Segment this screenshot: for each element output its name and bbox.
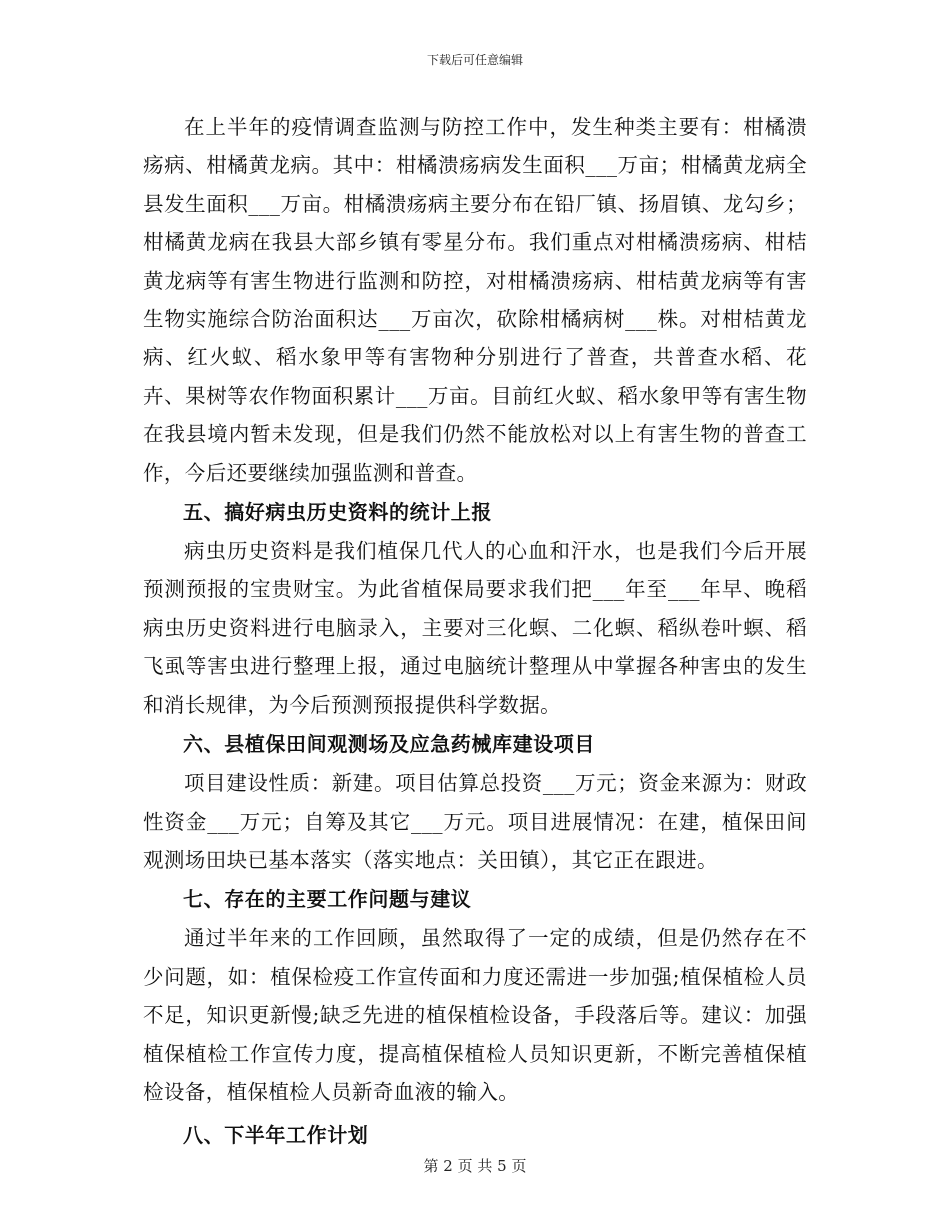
section-heading-8: 八、下半年工作计划 [183,1123,369,1148]
paragraph-problems-suggestions: 通过半年来的工作回顾，虽然取得了一定的成绩，但是仍然存在不少问题，如：植保检疫工作宣传面和力度还需进一步加强;植保植检人员不足，知识更新慢;缺乏先进的植保植检设备，手段落后等。建议：加强植保植检工作宣传力度，提高植保植检人员知识更新，不断完善植保植检设备，植保植检人员新奇血液的输入。 [143,926,807,1104]
page-header-note: 下载后可任意编辑 [426,53,523,67]
section-heading-6: 六、县植保田间观测场及应急药械库建设项目 [183,732,595,757]
paragraph-project-construction: 项目建设性质：新建。项目估算总投资___万元；资金来源为：财政性资金___万元；自筹及其它___万元。项目进展情况：在建，植保田间观测场田块已基本落实（落实地点：关田镇），其它正在跟进。 [143,771,807,872]
document-body [143,108,807,1155]
section-heading-7: 七、存在的主要工作问题与建议 [183,887,472,912]
section-heading-5: 五、搞好病虫历史资料的统计上报 [183,500,492,525]
paragraph-pest-history: 病虫历史资料是我们植保几代人的心血和汗水，也是我们今后开展预测预报的宝贵财宝。为此省植保局要求我们把___年至___年早、晚稻病虫历史资料进行电脑录入，主要对三化螟、二化螟、稻纵卷叶螟、稻飞虱等害虫进行整理上报，通过电脑统计整理从中掌握各种害虫的发生和消长规律，为今后预测预报提供科学数据。 [143,539,807,717]
page-number: 第 2 页 共 5 页 [423,1157,527,1175]
paragraph-epidemic-survey: 在上半年的疫情调查监测与防控工作中，发生种类主要有：柑橘溃疡病、柑橘黄龙病。其中：柑橘溃疡病发生面积___万亩；柑橘黄龙病全县发生面积___万亩。柑橘溃疡病主要分布在铅厂镇、扬眉镇、龙勾乡；柑橘黄龙病在我县大部乡镇有零星分布。我们重点对柑橘溃疡病、柑桔黄龙病等有害生物进行监测和防控，对柑橘溃疡病、柑桔黄龙病等有害生物实施综合防治面积达___万亩次，砍除柑橘病树___株。对柑桔黄龙病、红火蚁、稻水象甲等有害物种分别进行了普查，共普查水稻、花卉、果树等农作物面积累计___万亩。目前红火蚁、稻水象甲等有害生物在我县境内暂未发现，但是我们仍然不能放松对以上有害生物的普查工作，今后还要继续加强监测和普查。 [143,115,807,485]
